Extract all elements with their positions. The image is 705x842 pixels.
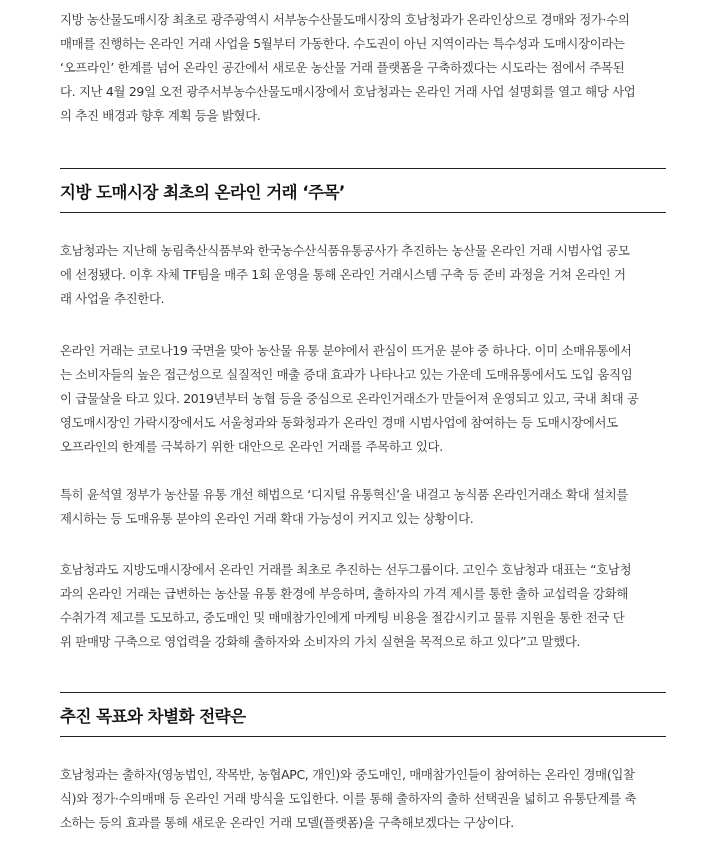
text-line: 래 사업을 추진한다. xyxy=(60,291,165,306)
paragraph xyxy=(60,239,630,311)
text-line: 매매를 진행하는 온라인 거래 사업을 5월부터 가동한다. 수도권이 아닌 지역이라는 특수성과 도매시장이라는 xyxy=(60,36,625,51)
text-line: 호남청과는 지난해 농림축산식품부와 한국농수산식품유통공사가 추진하는 농산물 온라인 거래 시범사업 공모 xyxy=(60,243,630,258)
text-line: 오프라인의 한계를 극복하기 위한 대안으로 온라인 거래를 주목하고 있다. xyxy=(60,439,443,454)
paragraph xyxy=(60,483,628,531)
text-line: 는 소비자들의 높은 접근성으로 실질적인 매출 증대 효과가 나타나고 있는 가운데 도매유통에서도 도입 움직임 xyxy=(60,367,633,382)
text-line: 특히 윤석열 정부가 농산물 유통 개선 해법으로 ‘디지털 유통혁신’을 내걸고 농식품 온라인거래소 확대 설치를 xyxy=(60,487,629,502)
text-line: 소하는 등의 효과를 통해 새로운 온라인 거래 모델(플랫폼)을 구축해보겠다는 구상이다. xyxy=(60,815,514,830)
text-line: ‘오프라인’ 한계를 넘어 온라인 공간에서 새로운 농산물 거래 플랫폼을 구축하겠다는 시도라는 점에서 주목된 xyxy=(60,60,625,75)
text-line: 제시하는 등 도매유통 분야의 온라인 거래 확대 가능성이 커지고 있는 상황이다. xyxy=(60,511,474,526)
paragraph xyxy=(60,339,639,459)
text-line: 수취가격 제고를 도모하고, 중도매인 및 매매참가인에게 마케팅 비용을 절감시키고 물류 지원을 통한 전국 단 xyxy=(60,610,625,625)
section-heading-text: 추진 목표와 차별화 전략은 xyxy=(60,706,246,726)
paragraph xyxy=(60,558,631,654)
paragraph xyxy=(60,763,636,835)
section-heading xyxy=(60,168,666,213)
text-line: 호남청과도 지방도매시장에서 온라인 거래를 최초로 추진하는 선두그룹이다. 고인수 호남청과 대표는 “호남청 xyxy=(60,562,632,577)
text-line: 호남청과는 출하자(영농법인, 작목반, 농협APC, 개인)와 중도매인, 매매참가인들이 참여하는 온라인 경매(입찰 xyxy=(60,767,635,782)
intro-paragraph xyxy=(60,8,635,128)
section-heading xyxy=(60,692,666,737)
text-line: 위 판매망 구축으로 영업력을 강화해 출하자와 소비자의 가치 실현을 목적으로 하고 있다”고 말했다. xyxy=(60,634,581,649)
text-line: 의 추진 배경과 향후 계획 등을 밝혔다. xyxy=(60,108,261,123)
text-line: 온라인 거래는 코로나19 국면을 맞아 농산물 유통 분야에서 관심이 뜨거운 분야 중 하나다. 이미 소매유통에서 xyxy=(60,343,632,358)
text-line: 영도매시장인 가락시장에서도 서울청과와 동화청과가 온라인 경매 시범사업에 참여하는 등 도매시장에서도 xyxy=(60,415,618,430)
text-line: 지방 농산물도매시장 최초로 광주광역시 서부농수산물도매시장의 호남청과가 온라인상으로 경매와 정가·수의 xyxy=(60,12,630,27)
text-line: 이 급물살을 타고 있다. 2019년부터 농협 등을 중심으로 온라인거래소가 만들어져 운영되고 있고, 국내 최대 공 xyxy=(60,391,639,406)
text-line: 식)와 정가·수의매매 등 온라인 거래 방식을 도입한다. 이를 통해 출하자의 출하 선택권을 넓히고 유통단계를 축 xyxy=(60,791,637,806)
section-heading-text: 지방 도매시장 최초의 온라인 거래 ‘주목’ xyxy=(60,182,345,202)
text-line: 에 선정됐다. 이후 자체 TF팀을 매주 1회 운영을 통해 온라인 거래시스템 구축 등 준비 과정을 거쳐 온라인 거 xyxy=(60,267,626,282)
text-line: 과의 온라인 거래는 급변하는 농산물 유통 환경에 부응하며, 출하자의 가격 제시를 통한 출하 교섭력을 강화해 xyxy=(60,586,629,601)
text-line: 다. 지난 4월 29일 오전 광주서부농수산물도매시장에서 호남청과는 온라인 거래 사업 설명회를 열고 해당 사업 xyxy=(60,84,636,99)
